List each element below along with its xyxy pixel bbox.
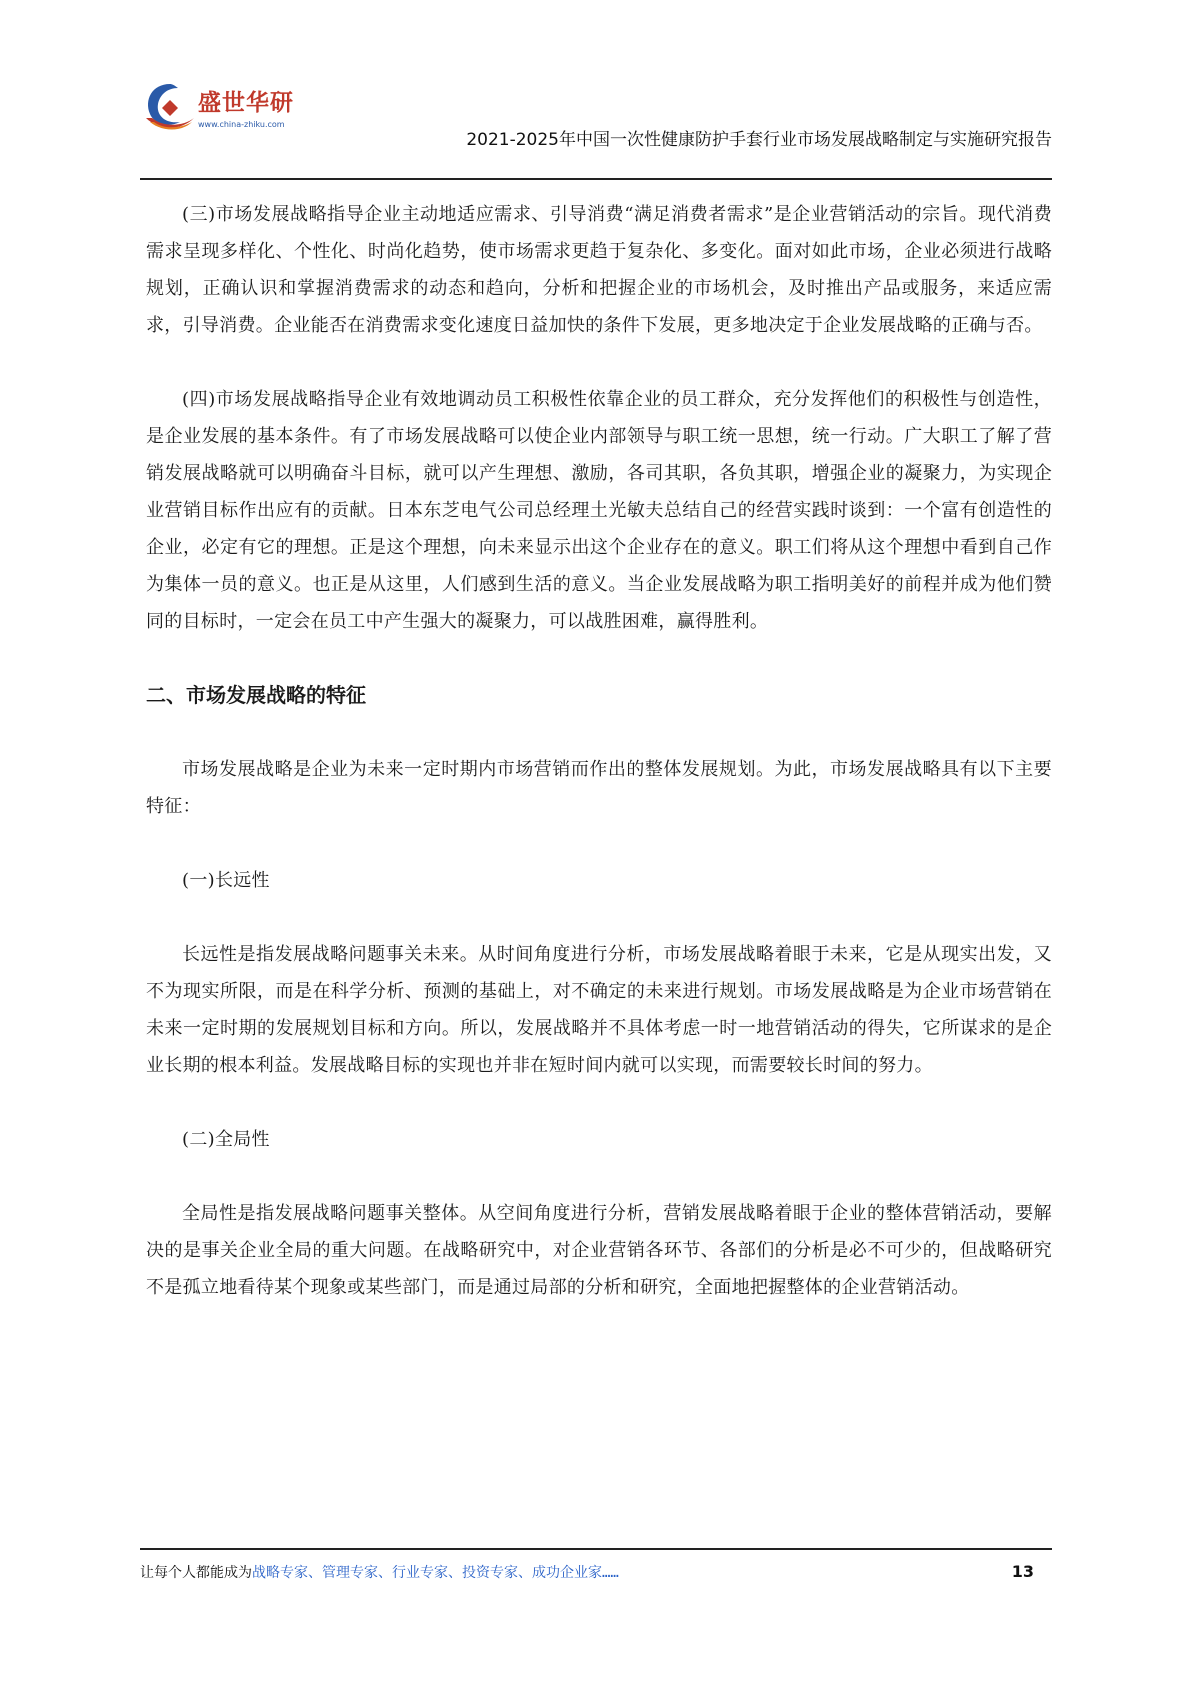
footer-divider [140,1548,1052,1550]
page-number: 13 [1011,1562,1034,1581]
page-footer [140,1562,1052,1586]
section-heading: 二、市场发展战略的特征 [146,683,366,707]
footer-slogan-highlight: 战略专家、管理专家、行业专家、投资专家、成功企业家…… [252,1565,619,1581]
report-title: 2021-2025年中国一次性健康防护手套行业市场发展战略制定与实施研究报告 [466,130,1052,150]
logo-name: 盛世华研 [198,90,294,116]
page-header [140,78,1052,180]
paragraph: 长远性是指发展战略问题事关未来。从时间角度进行分析，市场发展战略着眼于未来，它是从现实出发，又不为现实所限，而是在科学分析、预测的基础上，对不确定的未来进行规划。市场发展战略是为企业市场营销在未来一定时期的发展规划目标和方向。所以，发展战略并不具体考虑一时一地营销活动的得失，它所谋求的是企业长期的根本利益。发展战略目标的实现也并非在短时间内就可以实现，而需要较长时间的努力。 [146,944,1052,1076]
page-content [146,196,1052,1306]
paragraph: (三)市场发展战略指导企业主动地适应需求、引导消费“满足消费者需求”是企业营销活动的宗旨。现代消费需求呈现多样化、个性化、时尚化趋势，使市场需求更趋于复杂化、多变化。面对如此市场，企业必须进行战略规划，正确认识和掌握消费需求的动态和趋向，分析和把握企业的市场机会，及时推出产品或服务，来适应需求，引导消费。企业能否在消费需求变化速度日益加快的条件下发展，更多地决定于企业发展战略的正确与否。 [146,204,1052,336]
paragraph: (四)市场发展战略指导企业有效地调动员工积极性依靠企业的员工群众，充分发挥他们的积极性与创造性，是企业发展的基本条件。有了市场发展战略可以使企业内部领导与职工统一思想，统一行动。广大职工了解了营销发展战略就可以明确奋斗目标，就可以产生理想、激励，各司其职，各负其职，增强企业的凝聚力，为实现企业营销目标作出应有的贡献。日本东芝电气公司总经理土光敏夫总结自己的经营实践时谈到：一个富有创造性的企业，必定有它的理想。正是这个理想，向未来显示出这个企业存在的意义。职工们将从这个理想中看到自己作为集体一员的意义。也正是从这里，人们感到生活的意义。当企业发展战略为职工指明美好的前程并成为他们赞同的目标时，一定会在员工中产生强大的凝聚力，可以战胜困难，赢得胜利。 [146,389,1052,632]
paragraph: 市场发展战略是企业为未来一定时期内市场营销而作出的整体发展规划。为此，市场发展战略具有以下主要特征： [146,759,1052,817]
logo-url: www.china-zhiku.com [198,120,285,129]
paragraph: 全局性是指发展战略问题事关整体。从空间角度进行分析，营销发展战略着眼于企业的整体营销活动，要解决的是事关企业全局的重大问题。在战略研究中，对企业营销各环节、各部们的分析是必不可少的，但战略研究不是孤立地看待某个现象或某些部门，而是通过局部的分析和研究，全面地把握整体的企业营销活动。 [146,1203,1052,1298]
header-divider [140,178,1052,180]
subheading: (一)长远性 [182,870,270,891]
subheading: (二)全局性 [182,1129,270,1150]
footer-slogan-lead: 让每个人都能成为 [140,1565,252,1581]
